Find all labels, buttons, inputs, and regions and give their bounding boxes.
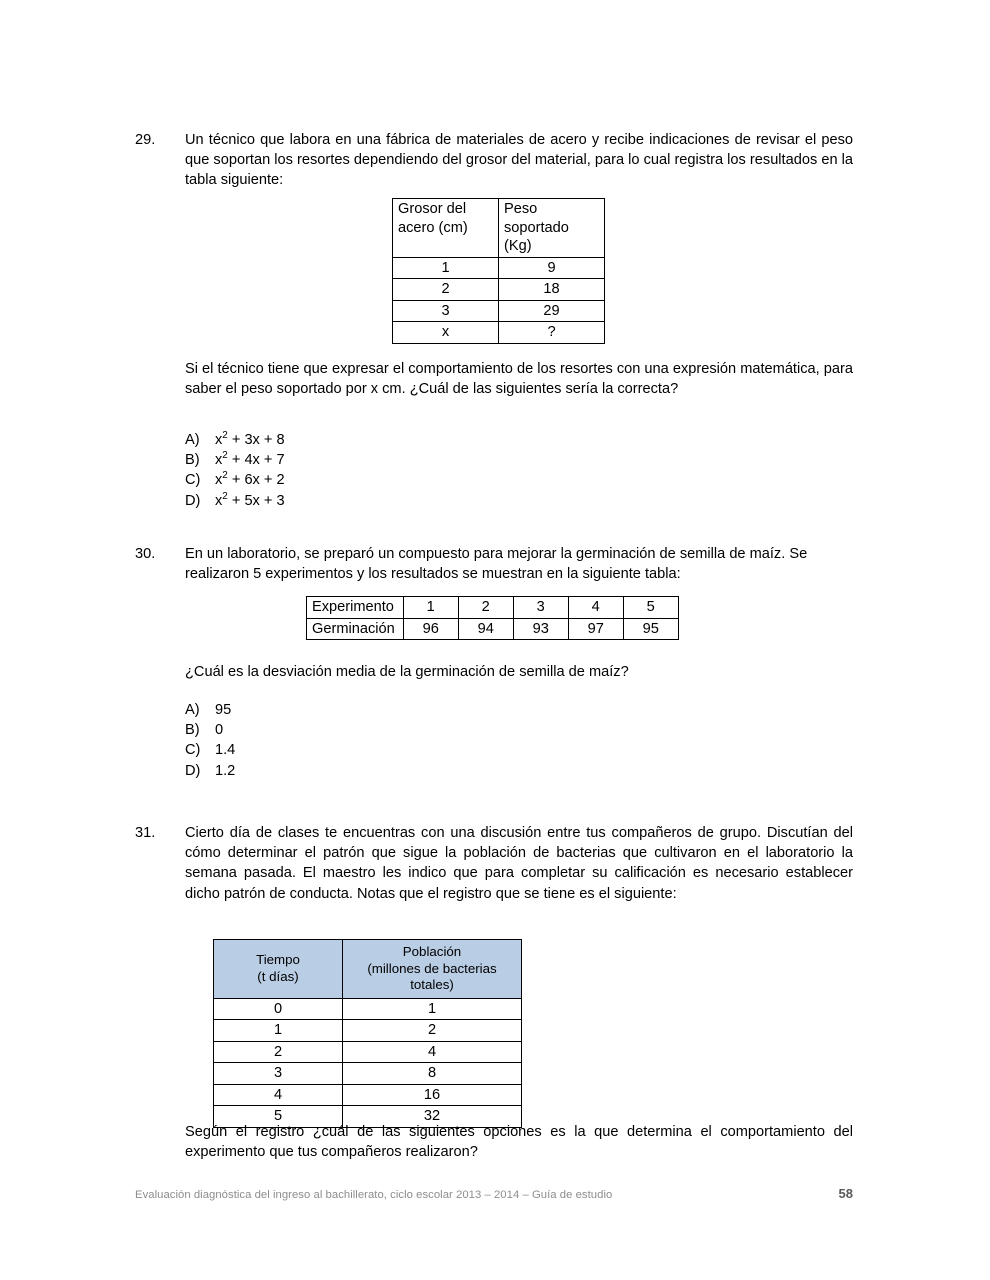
- option-exponent: 2: [222, 470, 228, 482]
- table-row: [214, 1041, 522, 1063]
- table-row: [307, 597, 679, 619]
- table-bacteria-population: [213, 939, 522, 1128]
- cell-weight: ?: [499, 322, 605, 344]
- table-row: [214, 1063, 522, 1085]
- cell-thickness: 2: [393, 279, 499, 301]
- row-label-experiment: Experimento: [307, 597, 404, 619]
- table-steel-weight: [392, 198, 605, 344]
- option-c-text: [215, 470, 285, 490]
- cell-experiment: 5: [623, 597, 678, 619]
- cell-germination: 93: [513, 618, 568, 640]
- option-a-text: 95: [215, 702, 232, 718]
- cell-weight: 9: [499, 257, 605, 279]
- table-row: [307, 618, 679, 640]
- cell-weight: 29: [499, 300, 605, 322]
- question-30-number: 30.: [135, 546, 156, 562]
- question-29: [135, 130, 853, 191]
- question-29-number: 29.: [135, 132, 156, 148]
- question-31-stem: Cierto día de clases te encuentras con una discusión entre tus compañeros de grupo. Discutían del cómo determinar el patrón que sigue la población de bacterias que cultivaron en el laboratorio la semana pasada. El maestro les indico que para completar su calificación es necesario establecer dicho patrón de conducta. Notas que el registro que se tiene es el siguiente:: [185, 825, 853, 902]
- question-31: [135, 823, 853, 904]
- option-a[interactable]: [185, 430, 285, 450]
- header-line: (t días): [257, 968, 299, 984]
- option-b-text: [215, 450, 285, 470]
- option-tail: + 5x + 3: [227, 492, 285, 509]
- option-b-letter: B): [185, 452, 200, 469]
- option-base: x: [215, 472, 223, 489]
- table-row: [393, 322, 605, 344]
- cell-population: 2: [343, 1020, 522, 1042]
- table-row-header: [393, 199, 605, 258]
- cell-experiment: 4: [568, 597, 623, 619]
- cell-experiment: 3: [513, 597, 568, 619]
- option-b[interactable]: [185, 720, 235, 740]
- option-exponent: 2: [222, 490, 228, 502]
- cell-time: 0: [214, 998, 343, 1020]
- question-30: [135, 544, 853, 584]
- option-base: x: [215, 432, 223, 448]
- option-d-text: [215, 491, 285, 511]
- table-row: [214, 998, 522, 1020]
- option-d[interactable]: [185, 761, 235, 781]
- cell-thickness: 3: [393, 300, 499, 322]
- cell-germination: 94: [458, 618, 513, 640]
- table-row: [214, 1020, 522, 1042]
- table-row: [214, 1084, 522, 1106]
- cell-experiment: 1: [403, 597, 458, 619]
- cell-population: 32: [343, 1106, 522, 1128]
- header-line: totales): [410, 977, 454, 992]
- table-steel-header-weight: [499, 199, 605, 258]
- table-row: [393, 279, 605, 301]
- option-b-letter: B): [185, 722, 200, 739]
- table-germination: [306, 596, 679, 640]
- option-base: x: [215, 492, 223, 509]
- footer-page-number: 58: [838, 1186, 853, 1201]
- question-30-options: [185, 700, 235, 781]
- option-d-letter: D): [185, 762, 201, 779]
- option-c-letter: C): [185, 742, 201, 759]
- cell-population: 4: [343, 1041, 522, 1063]
- footer-text: Evaluación diagnóstica del ingreso al bachillerato, ciclo escolar 2013 – 2014 – Guía de estudio: [135, 1189, 613, 1201]
- cell-weight: 18: [499, 279, 605, 301]
- header-line: Tiempo: [256, 952, 300, 968]
- option-c[interactable]: [185, 470, 285, 490]
- option-tail: + 3x + 8: [227, 432, 285, 448]
- question-29-stem: Un técnico que labora en una fábrica de materiales de acero y recibe indicaciones de revisar el peso que soportan los resortes dependiendo del grosor del material, para lo cual registra los resultados en la tabla siguiente:: [185, 132, 853, 189]
- cell-time: 3: [214, 1063, 343, 1085]
- question-31-number: 31.: [135, 825, 156, 841]
- table-row-header: [214, 940, 522, 999]
- cell-thickness: x: [393, 322, 499, 344]
- cell-population: 16: [343, 1084, 522, 1106]
- cell-population: 8: [343, 1063, 522, 1085]
- option-a-text: [215, 430, 285, 450]
- question-30-stem: En un laboratorio, se preparó un compuesto para mejorar la germinación de semilla de maíz. Se realizaron 5 experimentos y los resultados se muestran en la siguiente tabla:: [185, 546, 808, 583]
- cell-thickness: 1: [393, 257, 499, 279]
- header-line: soportado: [504, 219, 569, 236]
- cell-time: 4: [214, 1084, 343, 1106]
- table-steel-header-thickness: [393, 199, 499, 258]
- option-d[interactable]: [185, 491, 285, 511]
- header-line: (millones de bacterias: [367, 960, 497, 976]
- option-tail: + 4x + 7: [227, 452, 285, 469]
- header-line: Grosor del: [398, 201, 467, 217]
- option-d-letter: D): [185, 492, 201, 509]
- option-c[interactable]: [185, 740, 235, 760]
- header-line: Población: [402, 944, 462, 959]
- option-b-text: 0: [215, 722, 224, 739]
- cell-time: 1: [214, 1020, 343, 1042]
- option-base: x: [215, 452, 223, 469]
- option-d-text: 1.2: [215, 762, 236, 779]
- option-a-letter: A): [185, 702, 200, 718]
- cell-germination: 97: [568, 618, 623, 640]
- table-bacteria-header-time: [214, 940, 343, 999]
- question-29-followup: Si el técnico tiene que expresar el comportamiento de los resortes con una expresión matemática, para saber el peso soportado por x cm. ¿Cuál de las siguientes sería la correcta?: [185, 361, 853, 398]
- option-b[interactable]: [185, 450, 285, 470]
- option-exponent: 2: [222, 430, 228, 442]
- table-bacteria-header-population: [343, 940, 522, 999]
- cell-time: 5: [214, 1106, 343, 1128]
- table-row: [393, 300, 605, 322]
- row-label-germination: Germinación: [307, 618, 404, 640]
- table-row: [393, 257, 605, 279]
- option-exponent: 2: [222, 450, 228, 462]
- question-31-followup: Según el registro ¿cuál de las siguientes opciones es la que determina el comportamiento del experimento que tus compañeros realizaron?: [185, 1124, 853, 1161]
- cell-population: 1: [343, 998, 522, 1020]
- page-footer: [135, 1186, 853, 1201]
- question-29-options: [185, 430, 285, 511]
- option-a-letter: A): [185, 432, 200, 448]
- option-tail: + 6x + 2: [227, 472, 285, 489]
- cell-germination: 95: [623, 618, 678, 640]
- question-30-followup: ¿Cuál es la desviación media de la germinación de semilla de maíz?: [185, 664, 629, 680]
- header-line: acero (cm): [398, 219, 468, 236]
- cell-time: 2: [214, 1041, 343, 1063]
- header-line: Peso: [504, 201, 538, 217]
- header-line: (Kg): [504, 238, 532, 254]
- option-c-letter: C): [185, 472, 201, 489]
- cell-germination: 96: [403, 618, 458, 640]
- option-c-text: 1.4: [215, 742, 236, 759]
- option-a[interactable]: [185, 700, 235, 720]
- cell-experiment: 2: [458, 597, 513, 619]
